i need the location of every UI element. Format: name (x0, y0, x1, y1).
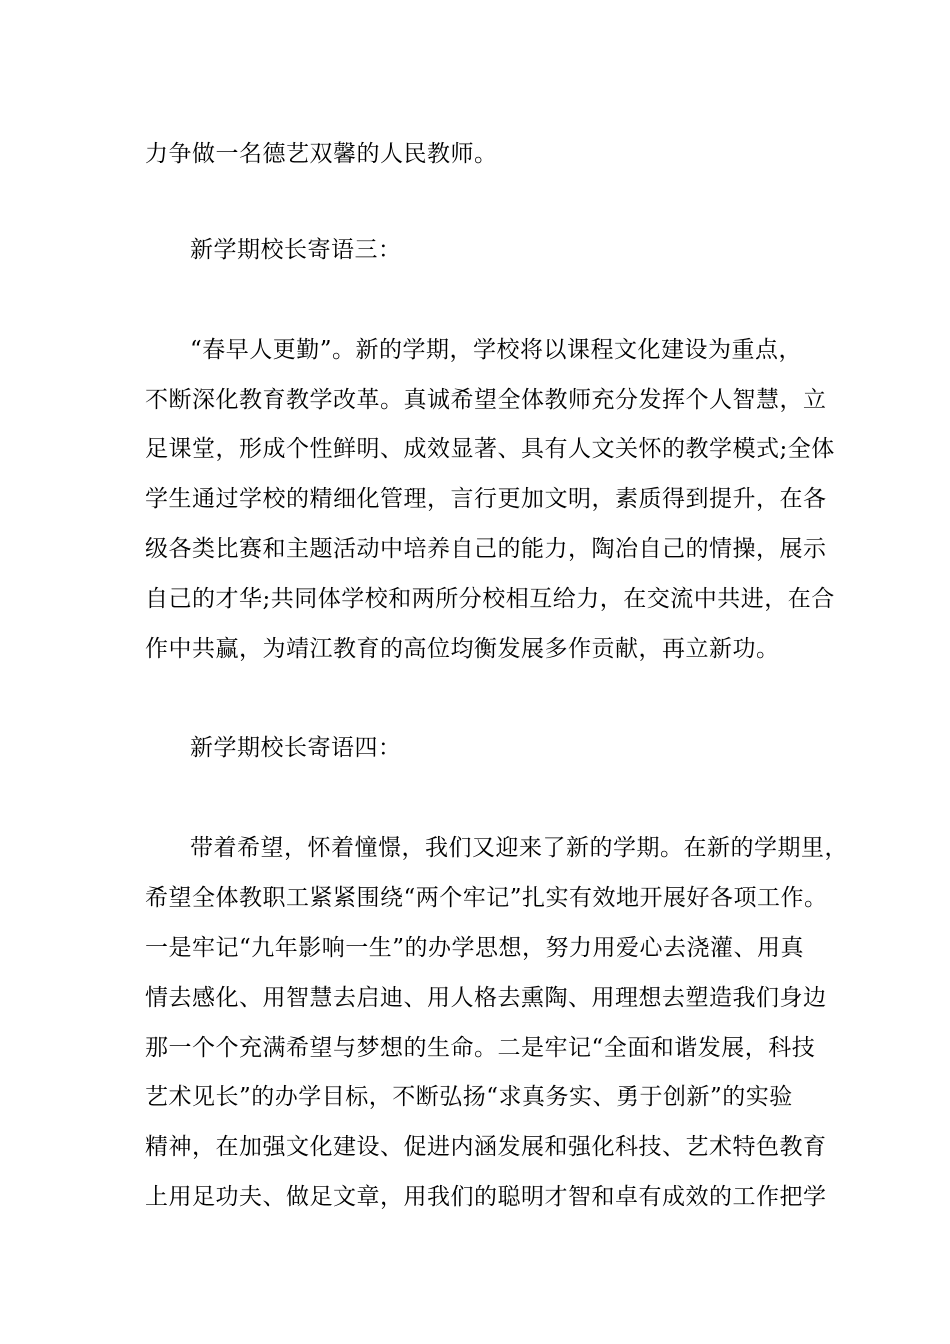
paragraph-line: 自己的才华;共同体学校和两所分校相互给力，在交流中共进，在合 (145, 586, 835, 612)
section-heading: 新学期校长寄语三： (190, 237, 402, 263)
paragraph-line: 一是牢记“九年影响一生”的办学思想，努力用爱心去浇灌、用真 (145, 935, 805, 961)
paragraph-line: 作中共赢，为靖江教育的高位均衡发展多作贡献，再立新功。 (145, 636, 780, 662)
paragraph-line: 足课堂，形成个性鲜明、成效显著、具有人文关怀的教学模式;全体 (145, 436, 835, 462)
paragraph-line: 情去感化、用智慧去启迪、用人格去熏陶、用理想去塑造我们身边 (145, 985, 827, 1011)
paragraph-line: 希望全体教职工紧紧围绕“两个牢记”扎实有效地开展好各项工作。 (145, 885, 828, 911)
paragraph-line: 带着希望，怀着憧憬，我们又迎来了新的学期。在新的学期里， (190, 835, 848, 861)
section-heading: 新学期校长寄语四： (190, 735, 402, 761)
paragraph-line: 精神，在加强文化建设、促进内涵发展和强化科技、艺术特色教育 (145, 1134, 827, 1160)
paragraph-line: “春早人更勤”。新的学期，学校将以课程文化建设为重点， (190, 337, 803, 363)
paragraph-line: 不断深化教育教学改革。真诚希望全体教师充分发挥个人智慧，立 (145, 387, 827, 413)
paragraph-line: 力争做一名德艺双馨的人民教师。 (145, 141, 498, 167)
paragraph-line: 级各类比赛和主题活动中培养自己的能力，陶冶自己的情操，展示 (145, 536, 827, 562)
paragraph-line: 那一个个充满希望与梦想的生命。二是牢记“全面和谐发展，科技 (145, 1035, 816, 1061)
paragraph-line: 上用足功夫、做足文章，用我们的聪明才智和卓有成效的工作把学 (145, 1184, 827, 1210)
paragraph-line: 学生通过学校的精细化管理，言行更加文明，素质得到提升，在各 (145, 486, 827, 512)
paragraph-line: 艺术见长”的办学目标，不断弘扬“求真务实、勇于创新”的实验 (145, 1084, 793, 1110)
